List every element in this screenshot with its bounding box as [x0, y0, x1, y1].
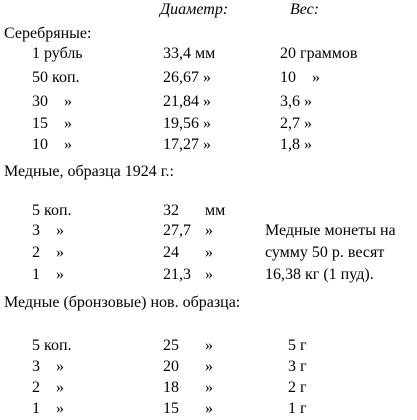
silver-weight: 20 граммов [280, 45, 358, 62]
silver-coin: 30 » [32, 93, 72, 110]
copper-unit: » [205, 244, 213, 261]
copper-unit: » [205, 266, 213, 283]
copper-note: сумму 50 р. весят [265, 244, 385, 261]
silver-coin: 15 » [32, 115, 72, 132]
copper-note: Медные монеты на [265, 222, 396, 239]
copper-diameter: 24 [163, 244, 179, 261]
bronze-weight: 3 г [288, 358, 307, 375]
bronze-diameter: 20 [163, 358, 179, 375]
copper-unit: мм [205, 202, 226, 219]
copper-coin: 5 коп. [32, 202, 72, 219]
bronze-coin: 5 коп. [32, 337, 72, 354]
bronze-diameter: 15 [163, 400, 179, 417]
bronze-coin: 2 » [32, 379, 64, 396]
silver-weight: 2,7 » [280, 115, 312, 132]
silver-weight: 1,8 » [280, 136, 312, 153]
copper1924-title: Медные, образца 1924 г.: [4, 163, 174, 180]
bronze-weight: 5 г [288, 337, 307, 354]
bronze-unit: » [205, 379, 213, 396]
copper-diameter: 32 [163, 202, 179, 219]
silver-diameter: 33,4 мм [163, 45, 216, 62]
bronze-weight: 2 г [288, 379, 307, 396]
weight-header: Вес: [290, 1, 320, 18]
silver-title: Серебряные: [4, 25, 92, 42]
silver-weight: 10 » [280, 69, 320, 86]
silver-diameter: 26,67 » [163, 69, 211, 86]
copper-diameter: 27,7 [163, 222, 191, 239]
copper-coin: 1 » [32, 266, 64, 283]
bronze-unit: » [205, 337, 213, 354]
silver-coin: 50 коп. [32, 69, 80, 86]
silver-coin: 10 » [32, 136, 72, 153]
copper-coin: 2 » [32, 244, 64, 261]
bronze-unit: » [205, 358, 213, 375]
diameter-header: Диаметр: [160, 1, 229, 18]
copper-coin: 3 » [32, 222, 64, 239]
copper-unit: » [205, 222, 213, 239]
copper-diameter: 21,3 [163, 266, 191, 283]
bronze-coin: 1 » [32, 400, 64, 417]
bronze-coin: 3 » [32, 358, 64, 375]
bronze-weight: 1 г [288, 400, 307, 417]
silver-diameter: 21,84 » [163, 93, 211, 110]
bronze-unit: » [205, 400, 213, 417]
silver-diameter: 17,27 » [163, 136, 211, 153]
silver-diameter: 19,56 » [163, 115, 211, 132]
bronze-diameter: 25 [163, 337, 179, 354]
silver-weight: 3,6 » [280, 93, 312, 110]
silver-coin: 1 рубль [32, 45, 83, 62]
copper-note: 16,38 кг (1 пуд). [265, 266, 374, 283]
bronze-title: Медные (бронзовые) нов. образца: [4, 294, 241, 311]
bronze-diameter: 18 [163, 379, 179, 396]
